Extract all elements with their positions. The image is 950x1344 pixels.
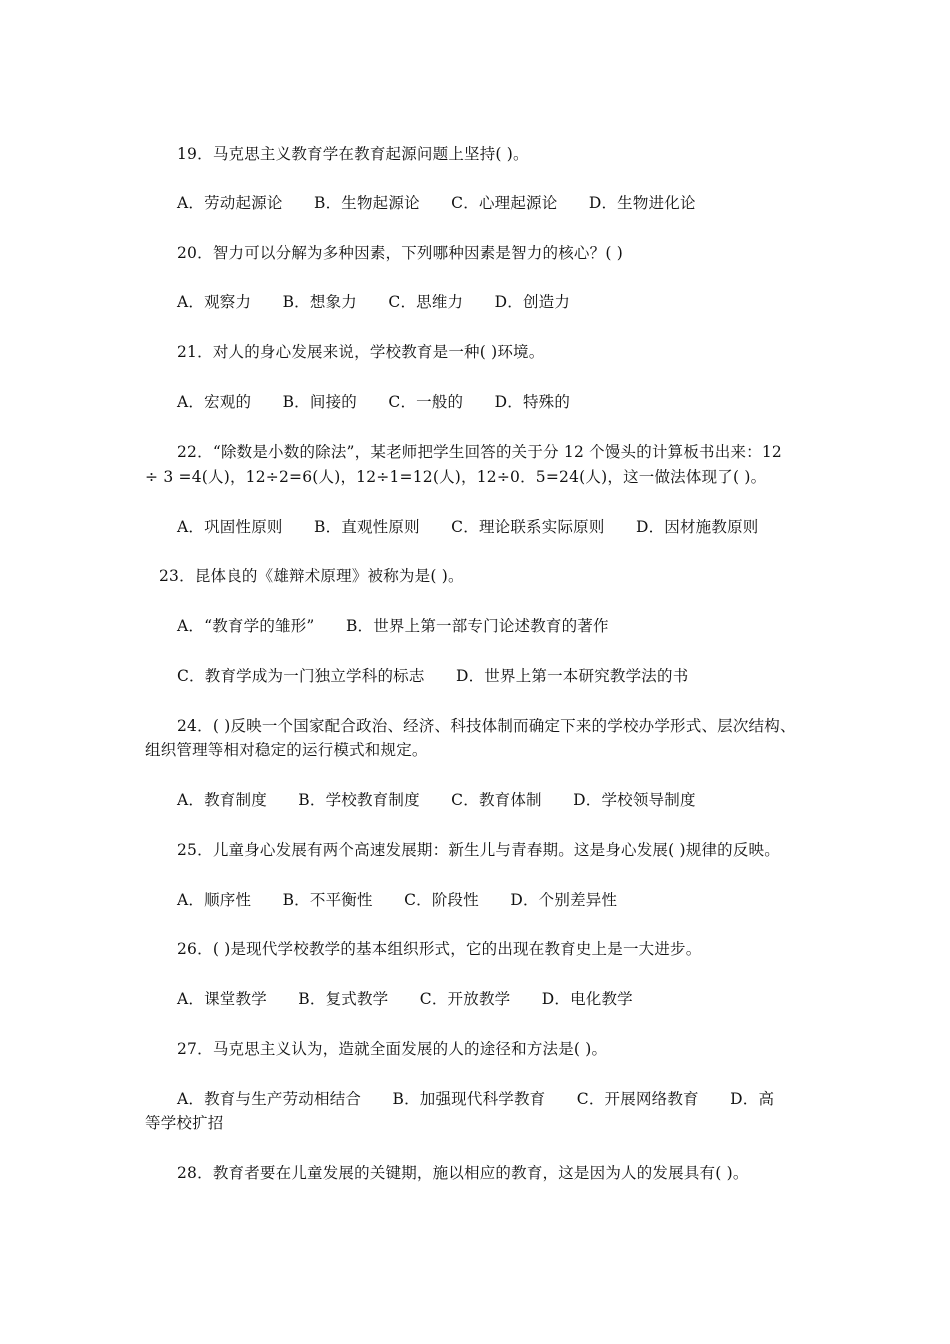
question-22-options: A．巩固性原则 B．直观性原则 C．理论联系实际原则 D．因材施教原则 — [177, 518, 759, 536]
question-21: 21．对人的身心发展来说，学校教育是一种( )环境。 — [177, 343, 545, 361]
question-22-continued: ÷ 3 =4(人)，12÷2=6(人)，12÷1=12(人)，12÷0．5=24(人)，这一做法体现了( )。 — [145, 468, 767, 486]
question-19-options: A．劳动起源论 B．生物起源论 C．心理起源论 D．生物进化论 — [177, 194, 696, 212]
question-22: 22．“除数是小数的除法”，某老师把学生回答的关于分 12 个馒头的计算板书出来：12 — [177, 443, 782, 461]
question-25-options: A．顺序性 B．不平衡性 C．阶段性 D．个别差异性 — [177, 891, 618, 909]
question-21-options: A．宏观的 B．间接的 C．一般的 D．特殊的 — [177, 393, 571, 411]
question-23-options-cd: C．教育学成为一门独立学科的标志 D．世界上第一本研究教学法的书 — [177, 667, 689, 685]
question-20: 20．智力可以分解为多种因素，下列哪种因素是智力的核心？( ) — [177, 244, 623, 262]
question-24-continued: 组织管理等相对稳定的运行模式和规定。 — [145, 741, 428, 759]
question-24: 24．( )反映一个国家配合政治、经济、科技体制而确定下来的学校办学形式、层次结构、 — [177, 717, 796, 735]
question-27: 27．马克思主义认为，造就全面发展的人的途径和方法是( )。 — [177, 1040, 608, 1058]
question-28: 28．教育者要在儿童发展的关键期，施以相应的教育，这是因为人的发展具有( )。 — [177, 1164, 749, 1182]
question-27-options-continued: 等学校扩招 — [145, 1114, 224, 1132]
question-26-options: A．课堂教学 B．复式教学 C．开放教学 D．电化教学 — [177, 990, 633, 1008]
question-24-options: A．教育制度 B．学校教育制度 C．教育体制 D．学校领导制度 — [177, 791, 696, 809]
question-25: 25．儿童身心发展有两个高速发展期：新生儿与青春期。这是身心发展( )规律的反映。 — [177, 841, 780, 859]
question-26: 26．( )是现代学校教学的基本组织形式，它的出现在教育史上是一大进步。 — [177, 940, 702, 958]
question-23-options-ab: A．“教育学的雏形” B．世界上第一部专门论述教育的著作 — [177, 617, 609, 635]
question-20-options: A．观察力 B．想象力 C．思维力 D．创造力 — [177, 293, 571, 311]
question-19: 19．马克思主义教育学在教育起源问题上坚持( )。 — [177, 145, 529, 163]
question-27-options: A．教育与生产劳动相结合 B．加强现代科学教育 C．开展网络教育 D．高 — [177, 1090, 775, 1108]
question-23: 23．昆体良的《雄辩术原理》被称为是( )。 — [159, 567, 464, 585]
